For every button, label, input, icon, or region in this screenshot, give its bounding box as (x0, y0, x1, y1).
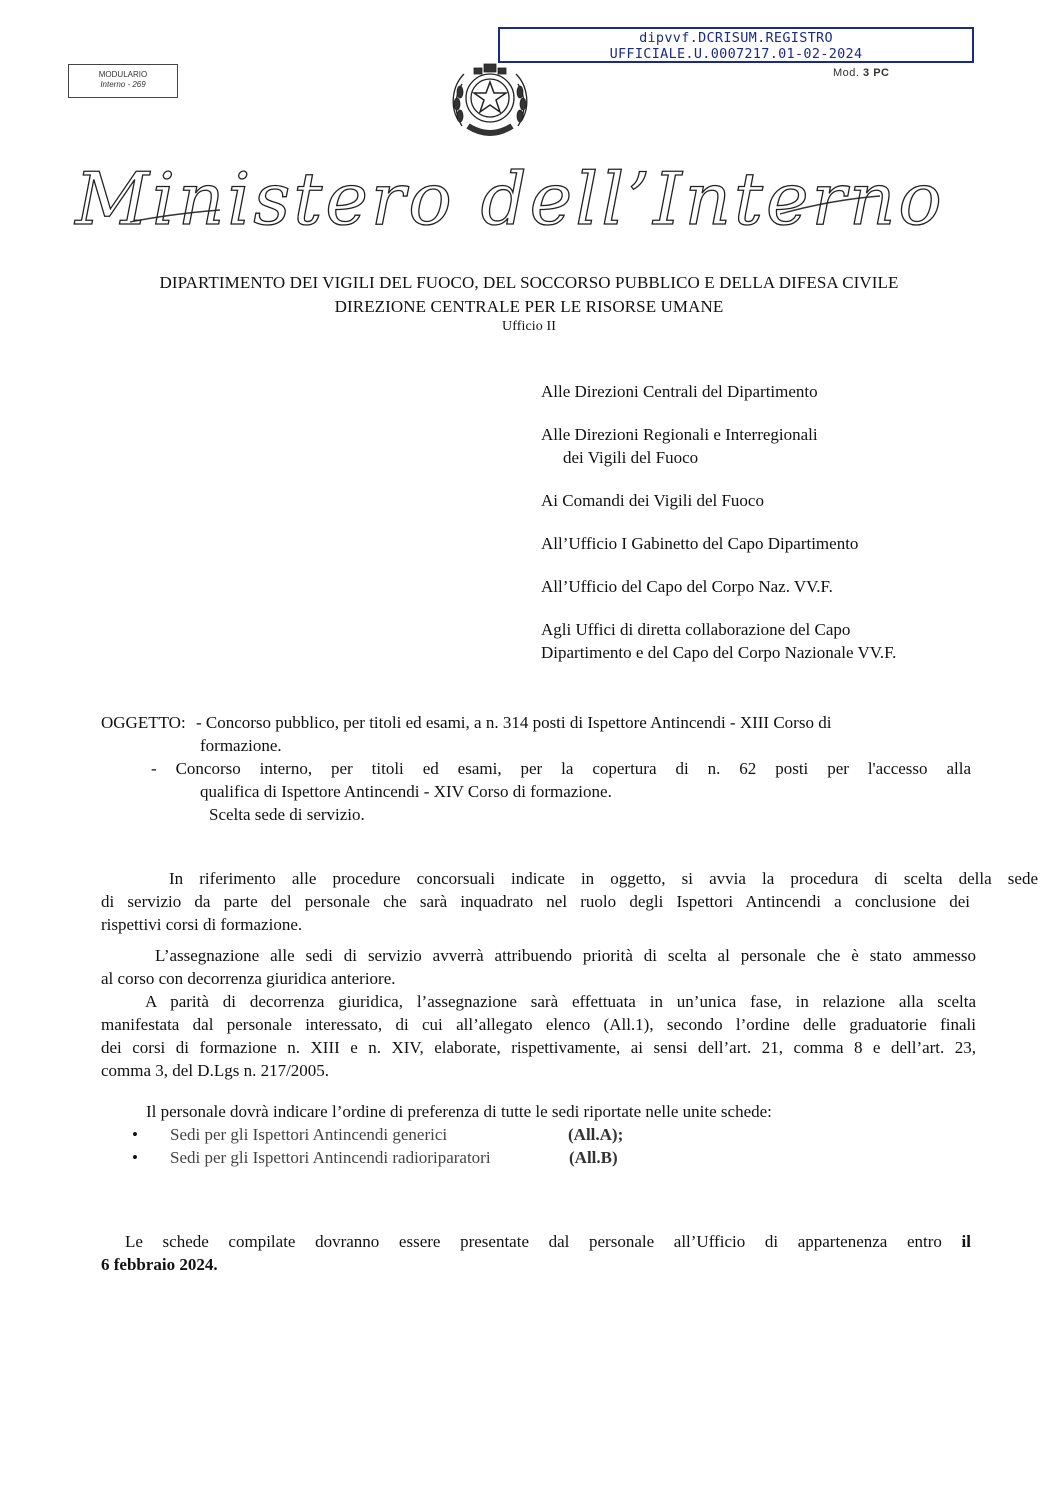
office-title: Ufficio II (502, 319, 556, 334)
addressee (541, 575, 1001, 598)
subject-item-1-cont: formazione. (200, 736, 282, 755)
protocol-line-1: dipvvf.DCRISUM.REGISTRO (639, 30, 833, 46)
directorate-title: DIREZIONE CENTRALE PER LE RISORSE UMANE (334, 297, 724, 316)
addressee-line: Alle Direzioni Centrali del Dipartimento (541, 382, 818, 401)
paragraph-line: rispettivi corsi di formazione. (101, 915, 303, 934)
bullet-icon: • (132, 1125, 138, 1144)
addressee-line: Agli Uffici di diretta collaborazione del Capo (541, 620, 851, 639)
addressee (541, 380, 1001, 403)
form-code-prefix: Mod. (833, 67, 860, 79)
addressee (541, 532, 1001, 555)
paragraph-5 (101, 1230, 971, 1276)
addressee-line: dei Vigili del Fuoco (563, 448, 699, 467)
deadline-text: Le schede compilate dovranno essere presentate dal personale all’Ufficio di appartenenza entro (125, 1232, 962, 1251)
paragraph-line: di servizio da parte del personale che sarà inquadrato nel ruolo degli Ispettori Antincendi a conclusione dei (101, 892, 970, 911)
paragraph-1 (101, 867, 1038, 936)
subject-item-1: - Concorso pubblico, per titoli ed esami, a n. 314 posti di Ispettore Antincendi - XIII Corso di (195, 713, 832, 732)
deadline-bold: il (961, 1232, 971, 1251)
bullet-icon: • (132, 1148, 138, 1167)
paragraph-line: al corso con decorrenza giuridica anteriore. (101, 969, 396, 988)
list-item-text: Sedi per gli Ispettori Antincendi generici (170, 1125, 448, 1144)
addressee-list (541, 380, 1001, 684)
form-code (833, 67, 890, 79)
paragraph-4 (101, 1100, 976, 1123)
protocol-stamp (498, 27, 974, 63)
addressee-line: Alle Direzioni Regionali e Interregionali (541, 425, 818, 444)
paragraph-line (101, 1230, 971, 1253)
list-item (132, 1123, 623, 1146)
subject-item-2-cont: qualifica di Ispettore Antincendi - XIV Corso di formazione. (200, 782, 612, 801)
ministry-logo (75, 140, 945, 250)
subject-block (101, 711, 971, 826)
addressee (541, 489, 1001, 512)
paragraph-line: dei corsi di formazione n. XIII e n. XIV, elaborate, rispettivamente, ai sensi dell’art. 21, comma 8 e dell’art. 23, (101, 1038, 976, 1057)
paragraph-line: comma 3, del D.Lgs n. 217/2005. (101, 1061, 330, 1080)
modulario-box (68, 64, 178, 98)
paragraph-line: A parità di decorrenza giuridica, l’assegnazione sarà effettuata in un’unica fase, in relazione alla scelta (145, 992, 976, 1011)
paragraph-line: Il personale dovrà indicare l’ordine di preferenza di tutte le sedi riportate nelle unite schede: (146, 1102, 772, 1121)
ministry-name: Ministero dell’Interno (75, 157, 945, 241)
list-item-text: Sedi per gli Ispettori Antincendi radioriparatori (170, 1148, 491, 1167)
addressee-line: All’Ufficio I Gabinetto del Capo Dipartimento (541, 534, 859, 553)
department-title: DIPARTIMENTO DEI VIGILI DEL FUOCO, DEL SOCCORSO PUBBLICO E DELLA DIFESA CIVILE (159, 273, 899, 292)
addressee-line: All’Ufficio del Capo del Corpo Naz. VV.F. (541, 577, 833, 596)
list-item-ref: (All.B) (569, 1148, 618, 1167)
paragraph-line: manifestata dal personale interessato, di cui all’allegato elenco (All.1), secondo l’ordine delle graduatorie finali (101, 1015, 976, 1034)
addressee-line: Ai Comandi dei Vigili del Fuoco (541, 491, 764, 510)
addressee (541, 618, 1001, 664)
paragraph-2 (101, 944, 976, 990)
paragraph-3 (101, 990, 976, 1082)
form-code-value: 3 PC (863, 67, 890, 79)
paragraph-line: In riferimento alle procedure concorsuali indicate in oggetto, si avvia la procedura di scelta della sede (169, 869, 1038, 888)
modulario-line-1: MODULARIO (98, 70, 148, 79)
addressee (541, 423, 1001, 469)
list-item-ref: (All.A); (568, 1125, 624, 1144)
list-item (132, 1146, 623, 1169)
subject-label: OGGETTO: (101, 713, 186, 732)
protocol-line-2: UFFICIALE.U.0007217.01-02-2024 (609, 46, 863, 62)
modulario-line-2: Interno - 269 (100, 80, 146, 89)
paragraph-line: L’assegnazione alle sedi di servizio avverrà attribuendo priorità di scelta al personale che è stato ammesso (155, 946, 976, 965)
addressee-line: Dipartimento e del Capo del Corpo Nazionale VV.F. (541, 643, 897, 662)
subject-item-2: - Concorso interno, per titoli ed esami, per la copertura di n. 62 posti per l'accesso alla (151, 759, 971, 778)
attachment-list (132, 1123, 623, 1169)
deadline-date: 6 febbraio 2024. (101, 1255, 218, 1274)
subject-item-3: Scelta sede di servizio. (209, 805, 365, 824)
